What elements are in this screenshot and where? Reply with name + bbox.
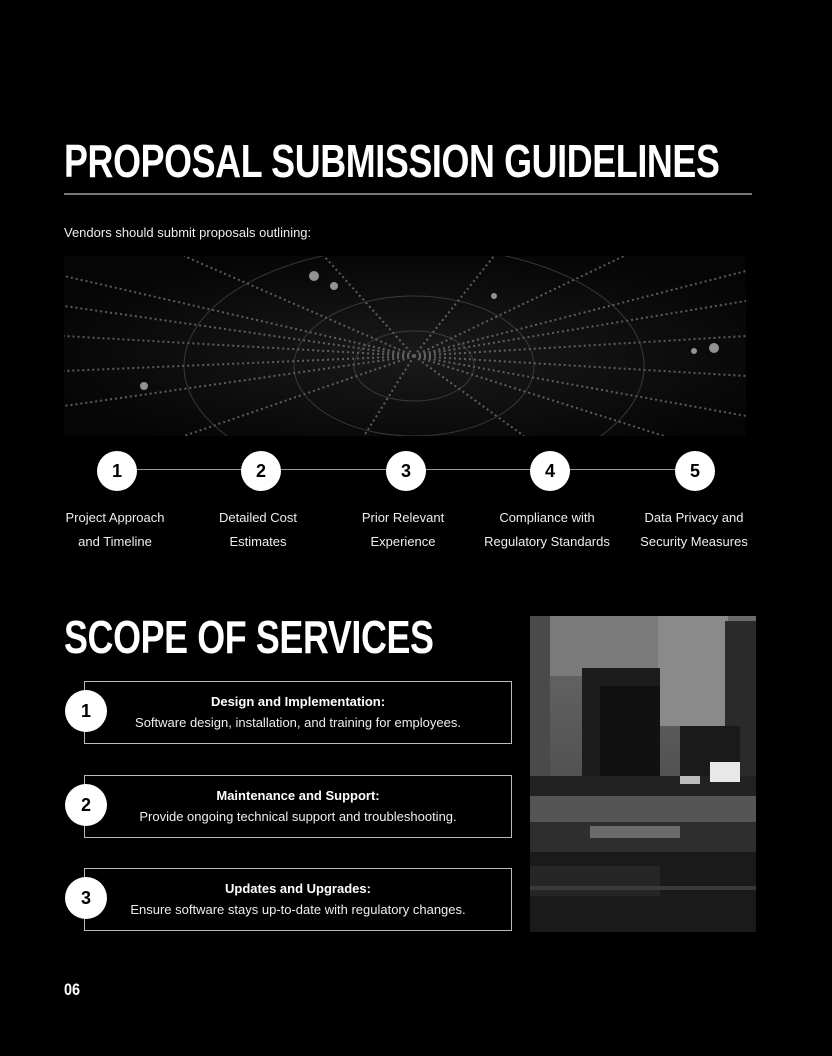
step-label-line: Prior Relevant [361, 510, 445, 525]
step-label-line: Security Measures [640, 534, 748, 549]
step-number-circle: 4 [530, 451, 570, 491]
service-heading: Maintenance and Support: [216, 788, 380, 803]
service-description: Ensure software stays up-to-date with regulatory changes. [130, 902, 466, 917]
step-label-line: Experience [370, 534, 436, 549]
step-label-line: Project Approach [65, 510, 165, 525]
service-heading: Design and Implementation: [210, 694, 386, 709]
step-number-circle: 2 [241, 451, 281, 491]
section-title: SCOPE OF SERVICES [64, 611, 434, 663]
step-label [624, 506, 764, 554]
page-number: 06 [64, 980, 81, 999]
step-number-circle: 3 [386, 451, 426, 491]
service-card [84, 775, 512, 838]
title-divider [64, 193, 752, 195]
step-label-line: Estimates [229, 534, 287, 549]
step-number-circle: 5 [675, 451, 715, 491]
step-label-line: Regulatory Standards [484, 534, 610, 549]
service-number-circle: 3 [65, 877, 107, 919]
intro-text: Vendors should submit proposals outlining: [64, 225, 312, 240]
service-number-circle: 2 [65, 784, 107, 826]
step-label-line: Detailed Cost [218, 510, 298, 525]
step-label [188, 506, 328, 554]
step-label-line: Compliance with [499, 510, 595, 525]
step-label-line: Data Privacy and [644, 510, 744, 525]
service-number-circle: 1 [65, 690, 107, 732]
city-buildings-photo [530, 616, 756, 932]
service-card [84, 681, 512, 744]
step-label [472, 506, 622, 554]
step-label [333, 506, 473, 554]
service-description: Provide ongoing technical support and troubleshooting. [139, 809, 457, 824]
service-description: Software design, installation, and training for employees. [135, 715, 461, 730]
service-heading: Updates and Upgrades: [225, 881, 371, 896]
step-label-line: and Timeline [78, 534, 152, 549]
service-card [84, 868, 512, 931]
step-number-circle: 1 [97, 451, 137, 491]
step-label [45, 506, 185, 554]
page-title: PROPOSAL SUBMISSION GUIDELINES [64, 135, 720, 187]
data-tunnel-banner-image [64, 256, 746, 436]
